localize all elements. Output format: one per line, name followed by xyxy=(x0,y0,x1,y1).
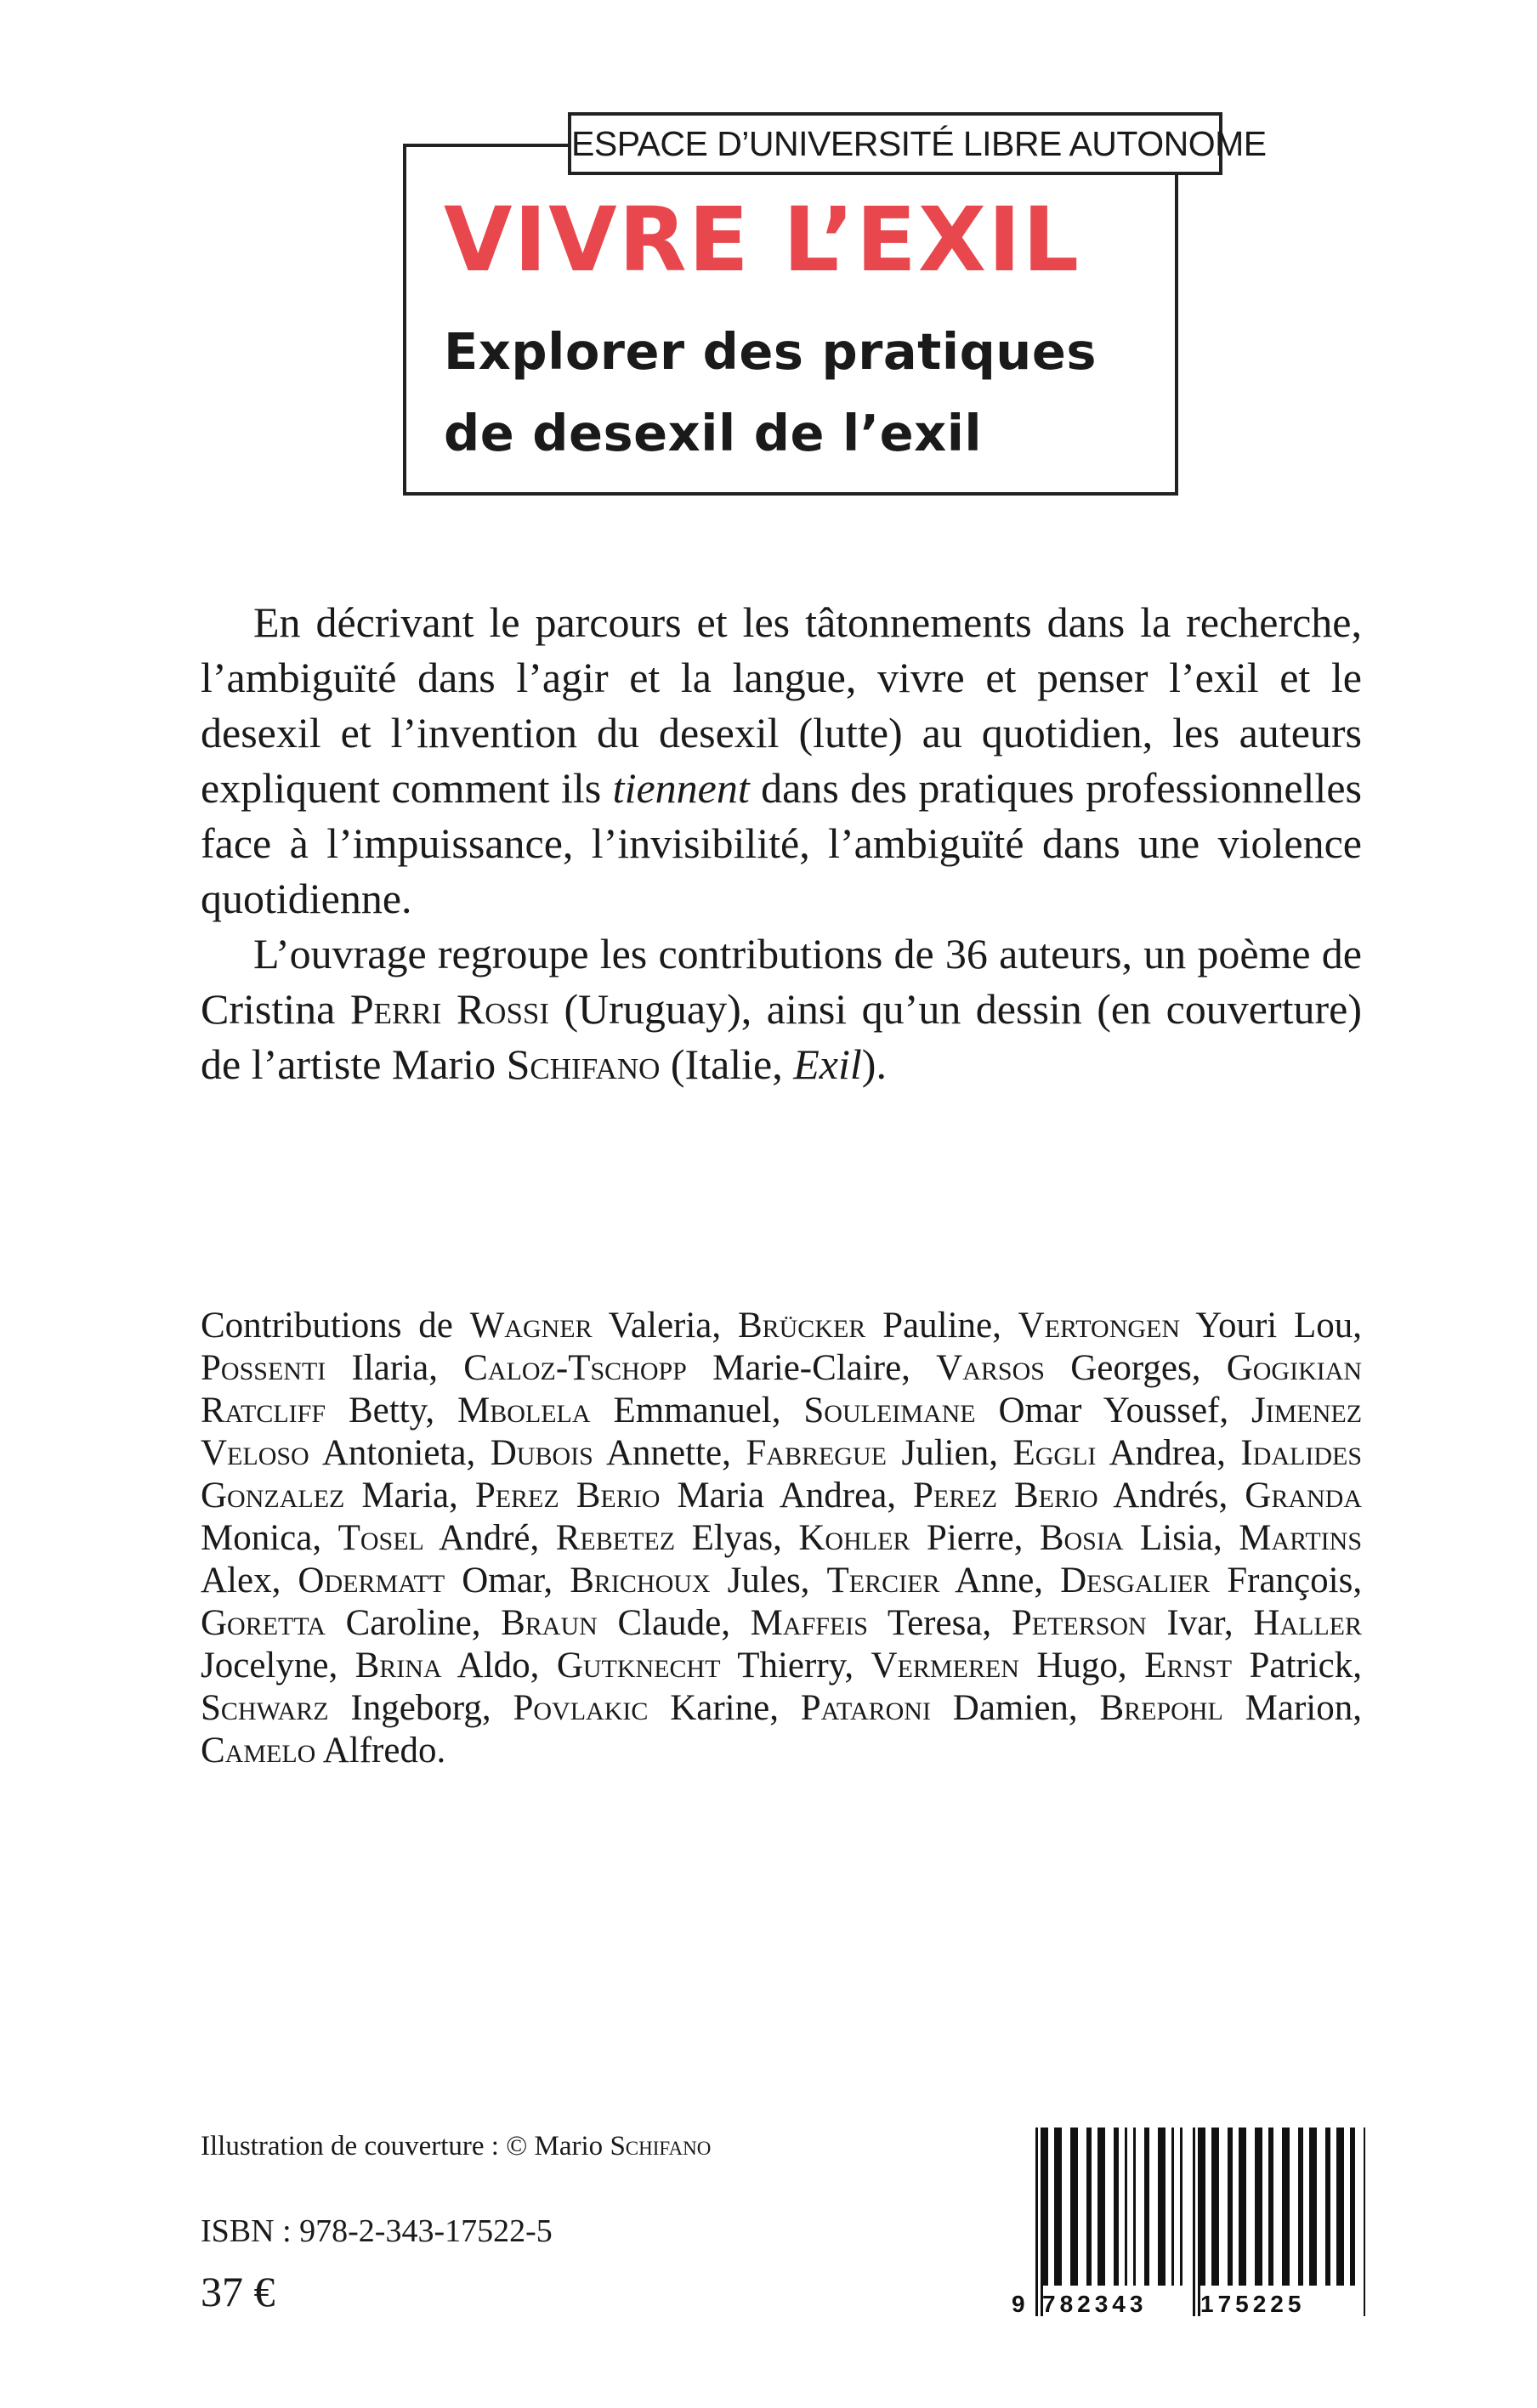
contributor-surname: Bosia xyxy=(1039,1518,1124,1558)
contributor-given-name: Omar Youssef xyxy=(998,1391,1220,1431)
contributor-given-name: Thierry xyxy=(737,1646,845,1686)
contributor-surname: Brepohl xyxy=(1099,1688,1223,1728)
contributor-surname: Souleimane xyxy=(803,1391,976,1431)
credit-name: Schifano xyxy=(610,2131,712,2162)
contributor-surname: Eggli xyxy=(1012,1433,1097,1473)
contributors-intro: Contributions de xyxy=(201,1306,453,1346)
blurb-p1-text-b: dans des pratiques professionnelles face à l’impuissance, l’invisibilité, l’ambiguïté dans une violence quotidienne. xyxy=(201,764,1362,922)
author-name-poem: Perri Rossi xyxy=(349,985,550,1033)
contributor-given-name: Damien xyxy=(952,1688,1069,1728)
contributor-given-name: Youri Lou xyxy=(1195,1306,1353,1346)
contributor-surname: Brichoux xyxy=(570,1561,711,1601)
contributor-surname: Tercier xyxy=(826,1561,940,1601)
contributor-surname: Dubois xyxy=(490,1433,593,1473)
contributor-surname: Braun xyxy=(501,1603,598,1643)
contributor-given-name: Patrick xyxy=(1249,1646,1353,1686)
contributor-surname: Rebetez xyxy=(555,1518,676,1558)
book-subtitle xyxy=(444,311,1166,474)
contributor-given-name: Teresa xyxy=(887,1603,983,1643)
contributor-given-name: Julien xyxy=(901,1433,990,1473)
contributor-given-name: Jules xyxy=(727,1561,801,1601)
blurb-paragraph-2 xyxy=(201,926,1362,1092)
barcode-digits-group-2: 175225 xyxy=(1200,2291,1306,2316)
subtitle-line-1: Explorer des pratiques xyxy=(444,322,1097,381)
contributor-surname: Vermeren xyxy=(871,1646,1019,1686)
contributor-surname: Mbolela xyxy=(457,1391,591,1431)
back-cover-blurb xyxy=(201,595,1362,1092)
contributor-surname: Idalides Gonzalez xyxy=(201,1433,1363,1516)
contributor-given-name: Ivar xyxy=(1166,1603,1224,1643)
contributor-surname: Maffeis xyxy=(750,1603,868,1643)
contributor-given-name: Omar xyxy=(462,1561,544,1601)
credit-label: Illustration de couverture : © Mario xyxy=(201,2131,610,2162)
contributor-given-name: Alex xyxy=(201,1561,272,1601)
illustration-credit xyxy=(201,2129,711,2163)
contributor-given-name: Annette xyxy=(605,1433,723,1473)
subtitle-line-2: de desexil de l’exil xyxy=(444,404,983,462)
contributor-surname: Desgalier xyxy=(1060,1561,1211,1601)
contributor-given-name: Jocelyne xyxy=(201,1646,329,1686)
contributor-surname: Brina xyxy=(354,1646,442,1686)
contributor-given-name: André xyxy=(439,1518,530,1558)
series-label: ESPACE D’UNIVERSITÉ LIBRE AUTONOME xyxy=(568,112,1222,175)
contributor-surname: Jimenez Veloso xyxy=(201,1391,1363,1473)
contributor-surname: Gutknecht xyxy=(556,1646,721,1686)
contributor-given-name: Maria xyxy=(361,1476,450,1516)
contributor-given-name: Antonieta xyxy=(321,1433,467,1473)
contributor-surname: Goretta xyxy=(201,1603,326,1643)
contributor-given-name: Pauline xyxy=(882,1306,993,1346)
contributor-given-name: Karine xyxy=(670,1688,770,1728)
contributor-given-name: Betty xyxy=(348,1391,426,1431)
contributor-surname: Pataroni xyxy=(800,1688,931,1728)
contributor-given-name: Caroline xyxy=(345,1603,472,1643)
contributor-given-name: Andrea xyxy=(1109,1433,1217,1473)
isbn-barcode xyxy=(1008,2128,1365,2316)
contributors-list: Contributions de Wagner Valeria, Brücker Pauline, Vertongen Youri Lou, Possenti Ilaria, Caloz-Tschopp Marie-Claire, Varsos Georges, Gogikian Ratcliff Betty, Mbolela Emmanuel, Souleimane Omar Youssef, Jimenez Veloso Antonieta, Dubois Annette, Fabregue Julien, Eggli Andrea, Idalides Gonzalez Maria, Perez Berio Maria Andrea, Perez Berio Andrés, Granda Monica, Tosel André, Rebetez Elyas, Kohler Pierre, Bosia Lisia, Martins Alex, Odermatt Omar, Brichoux Jules, Tercier Anne, Desgalier François, Goretta Caroline, Braun Claude, Maffeis Teresa, Peterson Ivar, Haller Jocelyne, Brina Aldo, Gutknecht Thierry, Vermeren Hugo, Ernst Patrick, Schwarz Ingeborg, Povlakic Karine, Pataroni Damien, Brepohl Marion, Camelo Alfredo. xyxy=(201,1306,1363,1771)
blurb-p2-text-d: ). xyxy=(861,1040,887,1088)
blurb-p1-emphasis: tiennent xyxy=(612,764,750,812)
contributor-given-name: Emmanuel xyxy=(613,1391,772,1431)
contributor-surname: Perez Berio xyxy=(474,1476,661,1516)
contributor-given-name: Ingeborg xyxy=(350,1688,482,1728)
contributor-given-name: François xyxy=(1227,1561,1353,1601)
contributor-given-name: Aldo xyxy=(457,1646,530,1686)
contributor-surname: Tosel xyxy=(337,1518,424,1558)
contributor-given-name: Hugo xyxy=(1036,1646,1118,1686)
barcode-digit-first: 9 xyxy=(1012,2291,1025,2316)
contributor-surname: Povlakic xyxy=(513,1688,649,1728)
contributor-surname: Ernst xyxy=(1144,1646,1233,1686)
contributor-given-name: Maria Andrea xyxy=(677,1476,888,1516)
contributor-surname: Vertongen xyxy=(1018,1306,1181,1346)
contributor-surname: Granda xyxy=(1245,1476,1362,1516)
book-title: VIVRE L’EXIL xyxy=(444,188,1081,292)
artist-name: Schifano xyxy=(506,1040,661,1088)
contributor-surname: Possenti xyxy=(201,1348,326,1388)
isbn: ISBN : 978-2-343-17522-5 xyxy=(201,2213,553,2249)
contributor-surname: Wagner xyxy=(469,1306,593,1346)
artwork-title: Exil xyxy=(793,1040,862,1088)
contributor-surname: Haller xyxy=(1253,1603,1363,1643)
contributor-surname: Martins xyxy=(1239,1518,1363,1558)
contributor-given-name: Valeria xyxy=(608,1306,712,1346)
blurb-p2-text-b: (Uruguay), ainsi qu’un dessin (en couverture) de l’artiste Mario xyxy=(201,985,1363,1088)
contributor-surname: Peterson xyxy=(1011,1603,1147,1643)
price: 37 € xyxy=(201,2268,275,2315)
contributor-surname: Odermatt xyxy=(298,1561,445,1601)
contributor-surname: Schwarz xyxy=(201,1688,329,1728)
contributor-surname: Varsos xyxy=(936,1348,1045,1388)
contributor-surname: Gogikian Ratcliff xyxy=(201,1348,1363,1431)
contributor-given-name: Andrés xyxy=(1113,1476,1219,1516)
contributor-surname: Brücker xyxy=(737,1306,866,1346)
contributor-given-name: Georges xyxy=(1070,1348,1192,1388)
contributor-given-name: Pierre xyxy=(926,1518,1014,1558)
contributor-given-name: Ilaria xyxy=(351,1348,429,1388)
contributor-given-name: Anne xyxy=(955,1561,1035,1601)
contributor-given-name: Lisia xyxy=(1140,1518,1213,1558)
contributor-surname: Camelo xyxy=(201,1731,316,1771)
contributor-surname: Kohler xyxy=(798,1518,910,1558)
contributor-given-name: Alfredo xyxy=(322,1731,437,1771)
blurb-paragraph-1 xyxy=(201,595,1362,926)
barcode-digits-group-1: 782343 xyxy=(1042,2291,1148,2316)
contributor-given-name: Elyas xyxy=(691,1518,774,1558)
contributor-given-name: Claude xyxy=(617,1603,722,1643)
blurb-p2-text-c: (Italie, xyxy=(660,1040,794,1088)
contributor-given-name: Marion xyxy=(1245,1688,1353,1728)
contributor-surname: Perez Berio xyxy=(913,1476,1098,1516)
contributor-given-name: Marie-Claire xyxy=(712,1348,902,1388)
blurb-p1-text-a: En décrivant le parcours et les tâtonnements dans la recherche, l’ambiguïté dans l’agir et la langue, vivre et penser l’exil et le desexil et l’invention du desexil (lutte) au quotidien, les auteurs expliquent comment ils xyxy=(201,598,1362,812)
contributor-given-name: Monica xyxy=(201,1518,313,1558)
contributor-surname: Fabregue xyxy=(746,1433,887,1473)
contributor-surname: Caloz-Tschopp xyxy=(463,1348,687,1388)
blurb-p2-text-a: L’ouvrage regroupe les contributions de 36 auteurs, un poème de Cristina xyxy=(201,930,1362,1033)
